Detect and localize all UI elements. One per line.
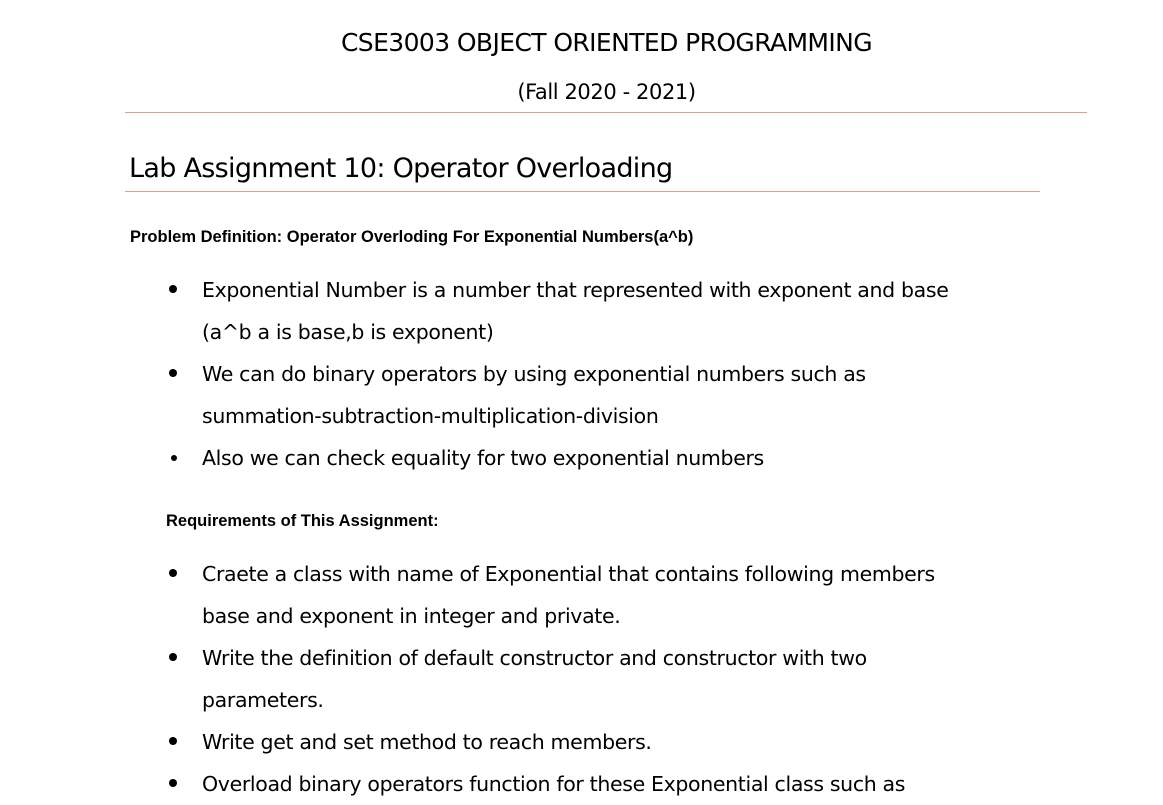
- list-item: [0, 353, 1082, 437]
- list-item-text: Exponential Number is a number that represented with exponent and base: [202, 278, 949, 302]
- bullet-icon: [169, 569, 177, 577]
- list-item-text: Craete a class with name of Exponential that contains following members: [202, 562, 935, 586]
- list-item: [0, 763, 1082, 805]
- list-item-text: Write the definition of default constructor and constructor with two: [202, 646, 867, 670]
- header-divider: [125, 112, 1087, 113]
- list-item: [0, 721, 1082, 763]
- list-item-text: summation-subtraction-multiplication-division: [202, 404, 659, 428]
- list-item: [0, 437, 1082, 479]
- assignment-title: Lab Assignment 10: Operator Overloading: [129, 153, 673, 184]
- course-term: (Fall 2020 - 2021): [517, 80, 696, 104]
- bullet-icon: [169, 653, 177, 661]
- course-title: CSE3003 OBJECT ORIENTED PROGRAMMING: [340, 28, 873, 57]
- title-divider: [125, 191, 1040, 192]
- bullet-icon: [169, 779, 177, 787]
- list-item: [0, 637, 1082, 721]
- bullet-icon: [171, 455, 177, 461]
- list-item-text: We can do binary operators by using exponential numbers such as: [202, 362, 866, 386]
- bullet-icon: [169, 285, 177, 293]
- list-item-text: Overload binary operators function for these Exponential class such as: [202, 772, 906, 796]
- requirements-bullet-list: [0, 553, 1082, 805]
- list-item-text: (a^b a is base,b is exponent): [202, 320, 494, 344]
- problem-definition-heading: Problem Definition: Operator Overloding For Exponential Numbers(a^b): [130, 228, 694, 246]
- bullet-icon: [169, 369, 177, 377]
- bullet-icon: [169, 737, 177, 745]
- list-item: [0, 269, 1082, 353]
- list-item-text: base and exponent in integer and private.: [202, 604, 621, 628]
- problem-bullet-list: [0, 269, 1082, 479]
- list-item: [0, 553, 1082, 637]
- list-item-text: Write get and set method to reach members.: [202, 730, 652, 754]
- list-item-text: parameters.: [202, 688, 324, 712]
- requirements-heading: Requirements of This Assignment:: [166, 512, 439, 530]
- list-item-text: Also we can check equality for two exponential numbers: [202, 446, 764, 470]
